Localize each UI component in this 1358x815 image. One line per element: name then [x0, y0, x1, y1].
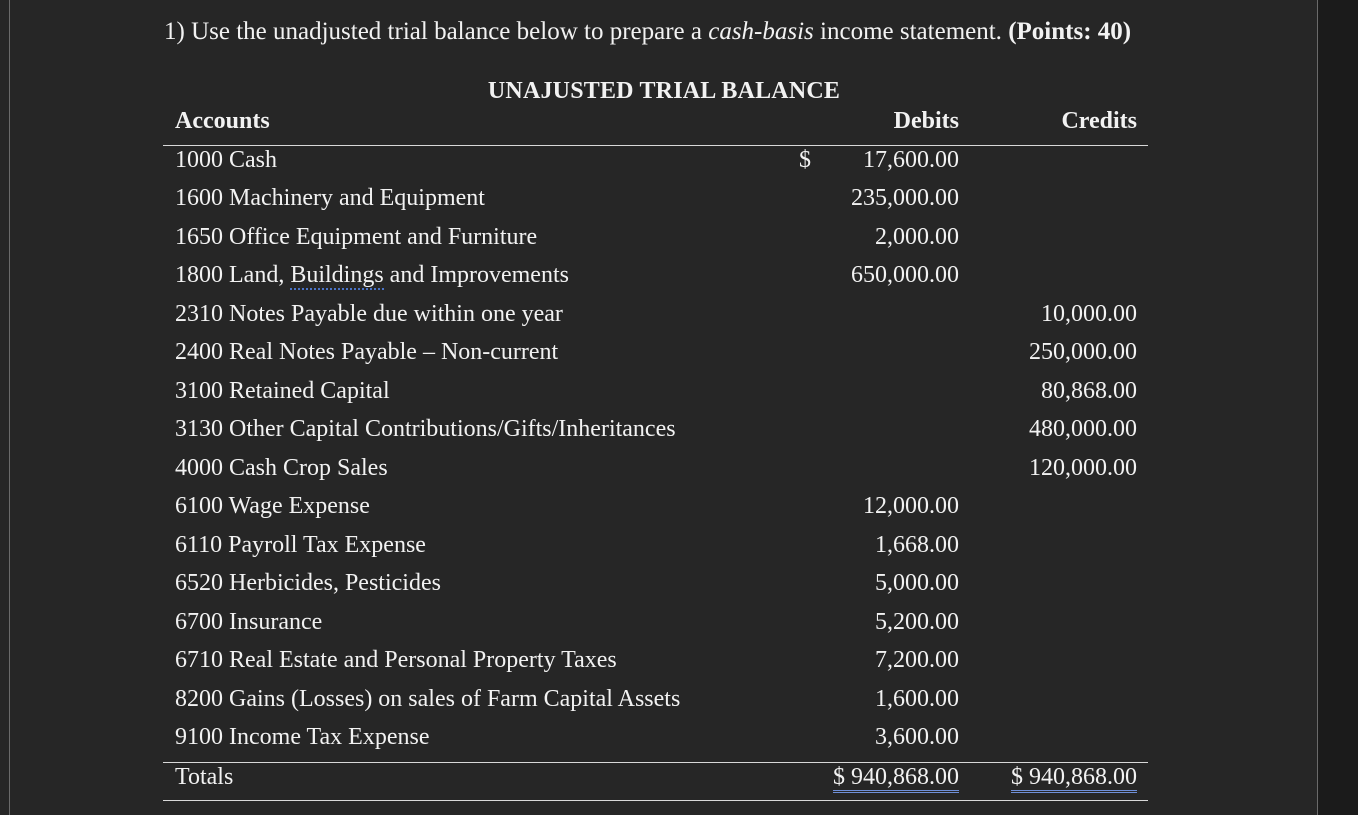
account-name: 6520 Herbicides, Pesticides	[175, 570, 441, 596]
account-name: 3130 Other Capital Contributions/Gifts/Inheritances	[175, 416, 676, 442]
currency-symbol: $	[799, 147, 811, 173]
header-accounts: Accounts	[175, 108, 270, 134]
debit-value: 1,600.00	[875, 686, 959, 712]
account-name: 1600 Machinery and Equipment	[175, 185, 485, 211]
account-name: 6110 Payroll Tax Expense	[175, 532, 426, 558]
account-name: 6710 Real Estate and Personal Property Taxes	[175, 647, 617, 673]
debit-value: 5,200.00	[875, 609, 959, 635]
question-points: (Points: 40)	[1008, 18, 1132, 45]
account-name: 4000 Cash Crop Sales	[175, 455, 388, 481]
debit-value: 12,000.00	[863, 493, 959, 519]
total-credits	[960, 764, 1137, 791]
account-name: 1650 Office Equipment and Furniture	[175, 224, 538, 250]
debit-value: 235,000.00	[851, 185, 959, 211]
account-name: 6700 Insurance	[175, 609, 323, 635]
debit-value: 2,000.00	[875, 224, 959, 250]
question-prefix: 1) Use the unadjusted trial balance below to prepare a	[164, 18, 709, 45]
total-credits-value: $ 940,868.00	[1011, 764, 1137, 793]
account-name: 1000 Cash	[175, 147, 277, 173]
account-name: 8200 Gains (Losses) on sales of Farm Capital Assets	[175, 686, 681, 712]
question-middle: income statement.	[813, 18, 1009, 45]
debit-value: 17,600.00	[863, 147, 959, 173]
total-debits	[760, 764, 959, 791]
right-shade	[1318, 0, 1358, 815]
account-name-suffix: and Improvements	[383, 262, 569, 288]
debit-value: 650,000.00	[851, 262, 959, 288]
question-text	[164, 18, 1131, 46]
credit-value: 80,868.00	[1041, 378, 1137, 404]
debit-value: 7,200.00	[875, 647, 959, 673]
table-title: UNAJUSTED TRIAL BALANCE	[487, 78, 841, 104]
credit-value: 120,000.00	[1029, 455, 1137, 481]
total-debits-value: $ 940,868.00	[833, 764, 959, 793]
account-name: 9100 Income Tax Expense	[175, 724, 430, 750]
credit-value: 250,000.00	[1029, 339, 1137, 365]
credit-value: 480,000.00	[1029, 416, 1137, 442]
account-name: 3100 Retained Capital	[175, 378, 390, 404]
debit-value: 3,600.00	[875, 724, 959, 750]
header-credits: Credits	[1061, 108, 1137, 134]
account-name-prefix: 1800 Land,	[175, 262, 291, 288]
account-name: 6100 Wage Expense	[175, 493, 370, 519]
header-rule	[163, 145, 1148, 146]
account-name	[175, 262, 569, 289]
left-margin-line	[9, 0, 10, 815]
totals-rule	[163, 762, 1148, 763]
account-name: 2310 Notes Payable due within one year	[175, 301, 563, 327]
debit-value: 5,000.00	[875, 570, 959, 596]
question-italic-term: cash-basis	[708, 18, 814, 45]
bottom-rule	[163, 800, 1148, 801]
totals-label: Totals	[175, 764, 234, 790]
header-debits: Debits	[893, 108, 959, 134]
account-name: 2400 Real Notes Payable – Non-current	[175, 339, 559, 365]
credit-value: 10,000.00	[1041, 301, 1137, 327]
debit-value: 1,668.00	[875, 532, 959, 558]
account-name-marked-word: Buildings	[290, 262, 384, 288]
